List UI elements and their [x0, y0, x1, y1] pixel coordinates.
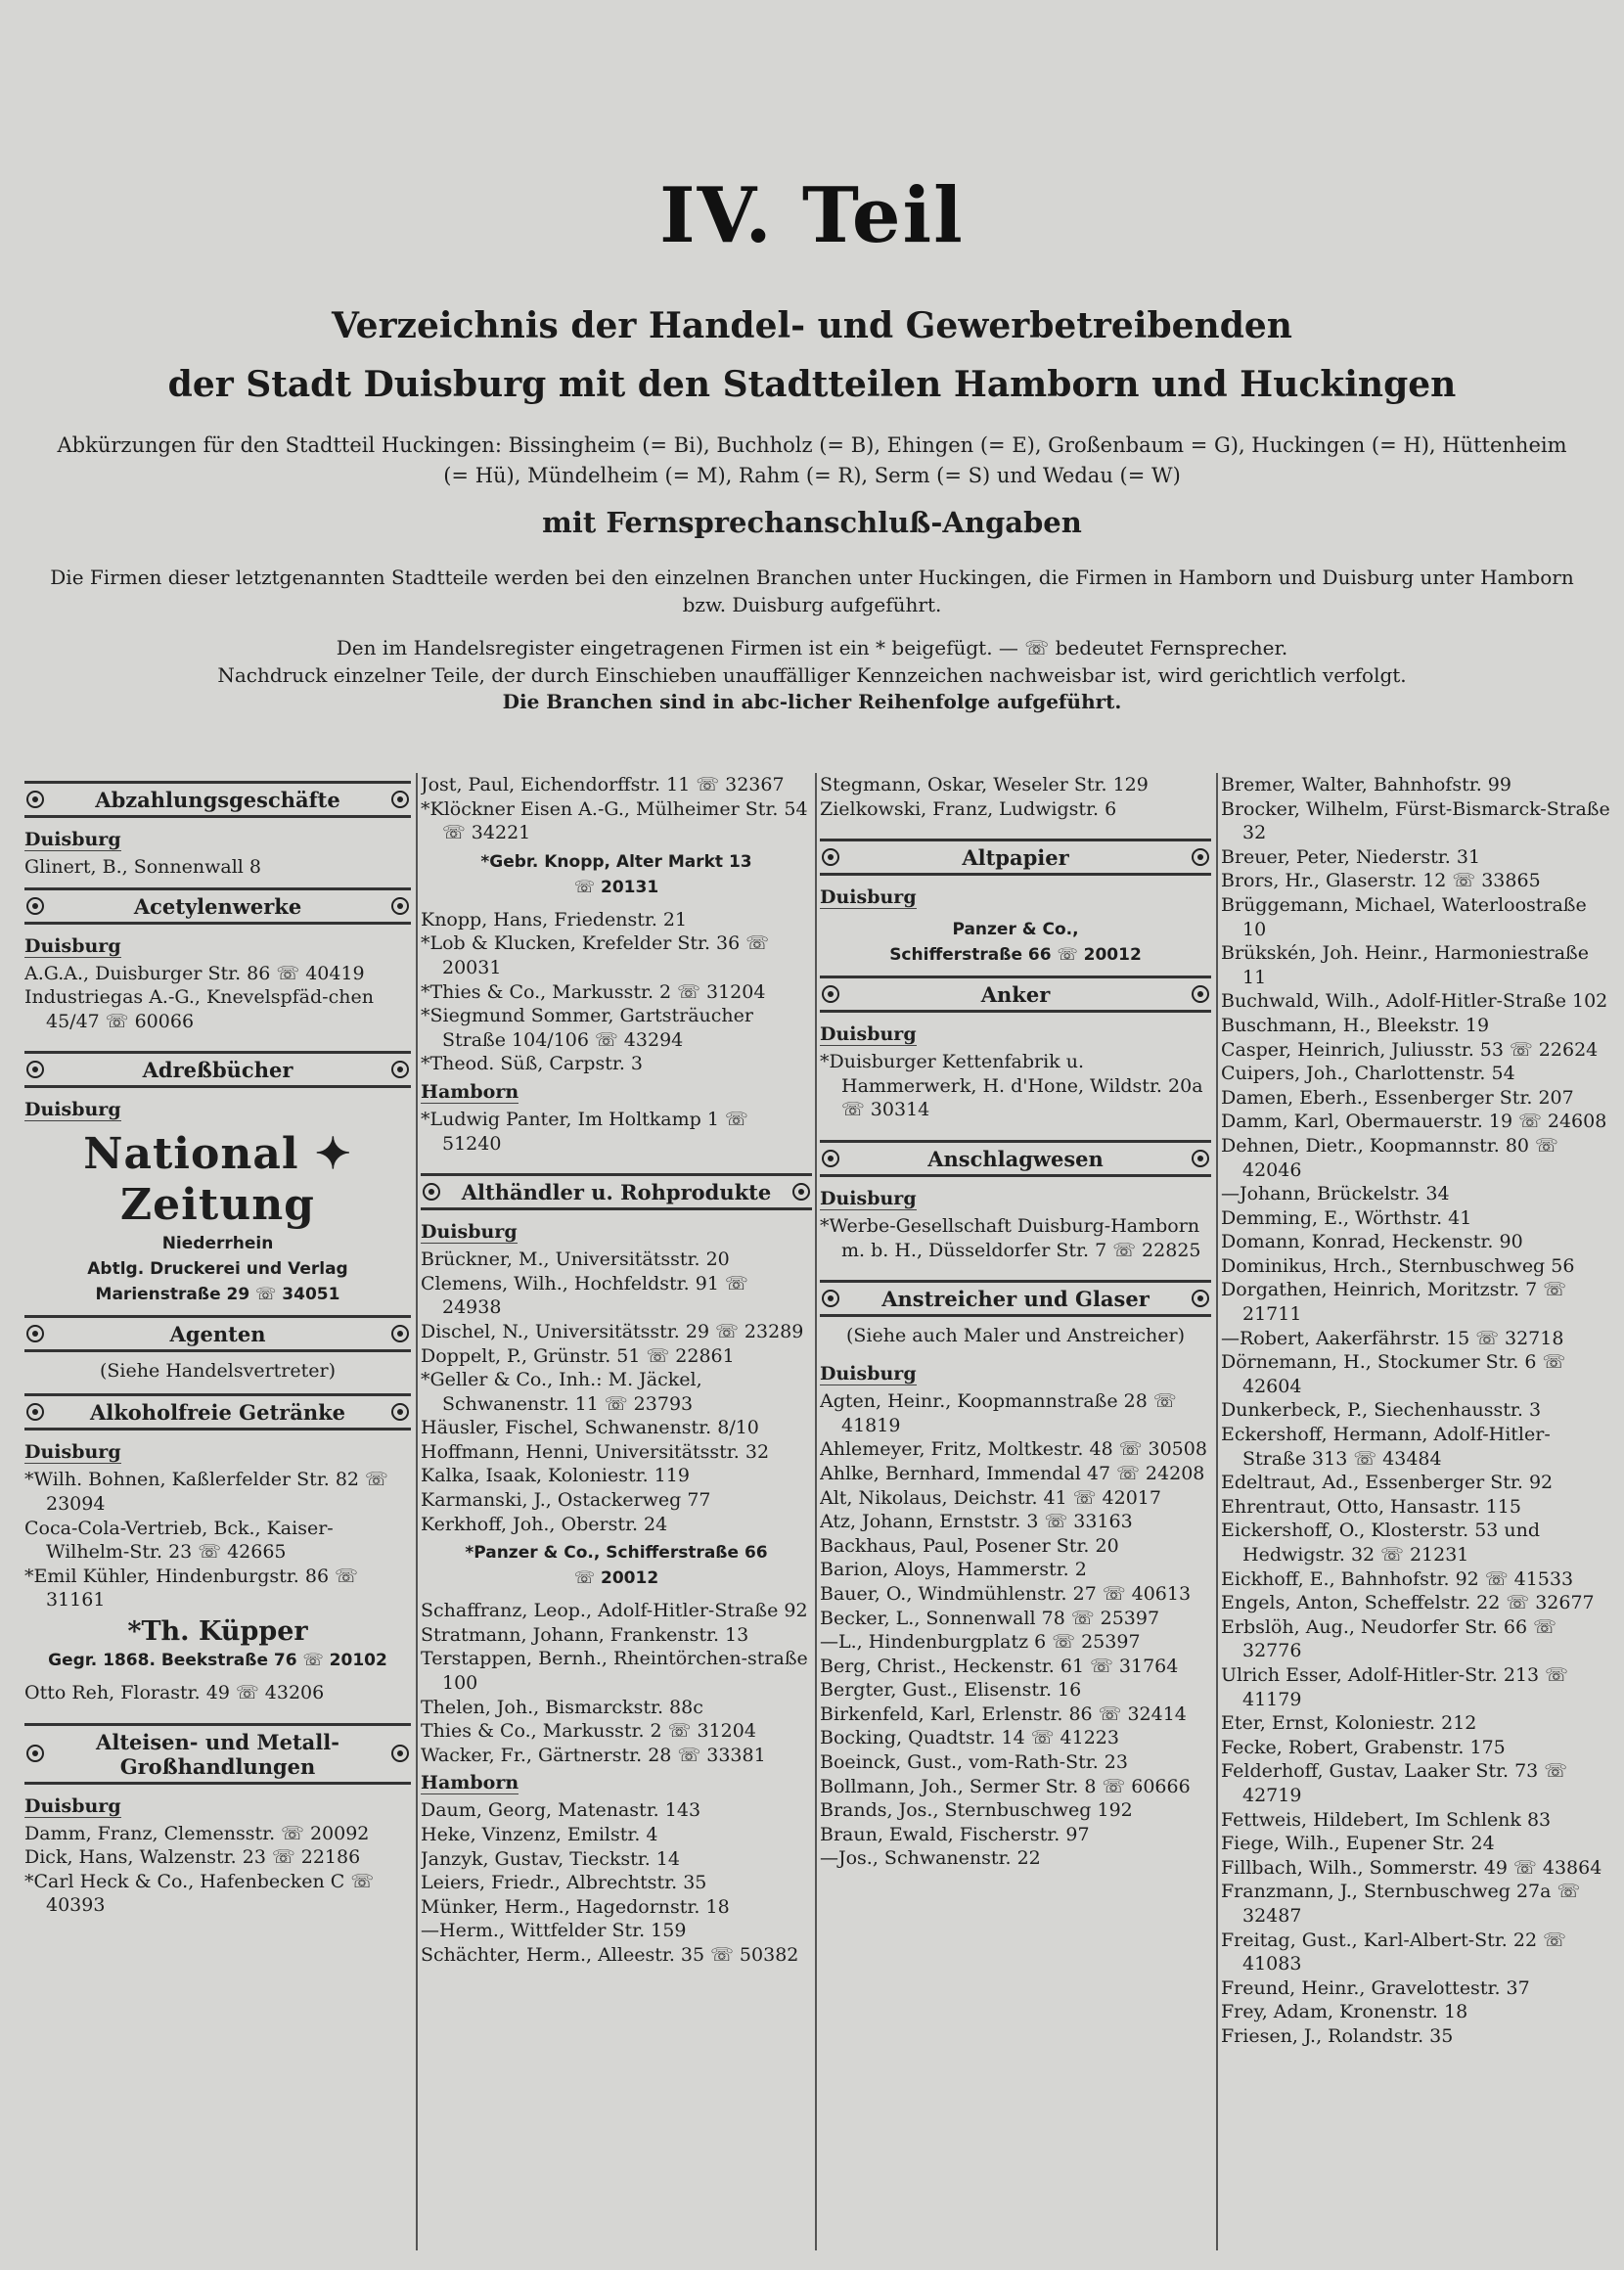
directory-entry: Stratmann, Johann, Frankenstr. 13	[421, 1623, 749, 1646]
directory-entry: —Robert, Aakerfährstr. 15 ☏ 32718	[1221, 1327, 1564, 1349]
directory-entry: —Johann, Brückelstr. 34	[1221, 1183, 1450, 1205]
directory-entry: Eickhoff, E., Bahnhofstr. 92 ☏ 41533	[1221, 1567, 1574, 1590]
directory-entry: Bocking, Quadtstr. 14 ☏ 41223	[820, 1727, 1119, 1749]
directory-entry: *Lob & Klucken, Krefelder Str. 36 ☏ 20031	[421, 932, 770, 978]
ornament-icon	[822, 1290, 839, 1307]
directory-entry: Bergter, Gust., Elisenstr. 16	[820, 1679, 1082, 1702]
directory-entry: Stegmann, Oskar, Weseler Str. 129	[820, 774, 1149, 795]
column-divider	[1216, 773, 1218, 2250]
category-title: Agenten	[169, 1322, 266, 1347]
directory-entry: Ahlemeyer, Fritz, Moltkestr. 48 ☏ 30508	[820, 1438, 1207, 1461]
directory-entry: Dischel, N., Universitätsstr. 29 ☏ 23289	[421, 1320, 804, 1342]
directory-entry: Eickershoff, O., Klosterstr. 53 und Hedwigstr. 32 ☏ 21231	[1221, 1520, 1541, 1566]
directory-entry: Bollmann, Joh., Sermer Str. 8 ☏ 60666	[820, 1775, 1191, 1797]
ad-headline: National ✦ Zeitung	[83, 1129, 352, 1231]
directory-entry: Otto Reh, Florastr. 49 ☏ 43206	[24, 1681, 325, 1703]
column-divider	[416, 773, 418, 2250]
directory-entry: Domann, Konrad, Heckenstr. 90	[1221, 1231, 1523, 1253]
city-heading: Duisburg	[24, 829, 121, 850]
directory-entry: Thelen, Joh., Bismarckstr. 88c	[421, 1696, 703, 1718]
directory-entry: Kalka, Isaak, Koloniestr. 119	[421, 1465, 690, 1487]
directory-entry: Atz, Johann, Ernststr. 3 ☏ 33163	[820, 1511, 1133, 1533]
directory-entry: *Geller & Co., Inh.: M. Jäckel, Schwanenstr. 11 ☏ 23793	[421, 1369, 702, 1415]
directory-entry: Brüggemann, Michael, Waterloostraße 10	[1221, 893, 1587, 940]
directory-entry: Franzmann, J., Sternbuschweg 27a ☏ 32487	[1221, 1881, 1581, 1927]
city-heading: Duisburg	[820, 886, 917, 909]
ornament-icon	[26, 1061, 44, 1078]
directory-entry: Ahlke, Bernhard, Immendal 47 ☏ 24208	[820, 1462, 1205, 1484]
directory-entry: Kerkhoff, Joh., Oberstr. 24	[421, 1513, 668, 1535]
directory-entry: Glinert, B., Sonnenwall 8	[24, 856, 261, 878]
column-4	[1221, 773, 1612, 2265]
directory-entry: Zielkowski, Franz, Ludwigstr. 6	[820, 797, 1117, 820]
directory-entry: Erbslöh, Aug., Neudorfer Str. 66 ☏ 32776	[1221, 1615, 1556, 1662]
directory-entry: Hoffmann, Henni, Universitätsstr. 32	[421, 1440, 770, 1463]
directory-entry: *Theod. Süß, Carpstr. 3	[421, 1053, 644, 1075]
category-title: Anschlagwesen	[927, 1146, 1104, 1171]
ornament-icon	[26, 1325, 44, 1342]
directory-entry: Bremer, Walter, Bahnhofstr. 99	[1221, 774, 1511, 795]
directory-entry: Ehrentraut, Otto, Hansastr. 115	[1221, 1495, 1521, 1518]
directory-entry: *Klöckner Eisen A.-G., Mülheimer Str. 54 ☏ 34221	[421, 797, 808, 844]
directory-entry: Heke, Vinzenz, Emilstr. 4	[421, 1824, 658, 1845]
category-title: Adreßbücher	[142, 1058, 293, 1083]
intro-note: Die Firmen dieser letztgenannten Stadtteile werden bei den einzelnen Branchen unter Huckingen, die Firmen in Hamborn und Duisburg unter Hamborn bzw. Duisburg aufgeführt.	[50, 566, 1574, 616]
directory-title-line2: der Stadt Duisburg mit den Stadtteilen Hamborn und Huckingen	[167, 364, 1457, 405]
directory-entry: Birkenfeld, Karl, Erlenstr. 86 ☏ 32414	[820, 1702, 1187, 1725]
city-heading: Duisburg	[24, 1099, 121, 1121]
directory-entry: Backhaus, Paul, Posener Str. 20	[820, 1534, 1119, 1557]
ornament-icon	[26, 1403, 44, 1421]
directory-entry: Karmanski, J., Ostackerweg 77	[421, 1489, 711, 1512]
directory-entry: Brükskén, Joh. Heinr., Harmoniestraße 11	[1221, 942, 1589, 988]
directory-entry: Brands, Jos., Sternbuschweg 192	[820, 1799, 1133, 1822]
phone-subtitle: mit Fernsprechanschluß-Angaben	[542, 506, 1082, 539]
directory-entry: Becker, L., Sonnenwall 78 ☏ 25397	[820, 1607, 1160, 1629]
directory-entry: Clemens, Wilh., Hochfeldstr. 91 ☏ 24938	[421, 1272, 748, 1319]
category-heading	[820, 1140, 1211, 1177]
ornament-icon	[391, 1403, 409, 1421]
directory-entry: Jost, Paul, Eichendorffstr. 11 ☏ 32367	[421, 774, 785, 795]
see-reference: (Siehe auch Maler und Anstreicher)	[845, 1325, 1186, 1347]
category-title: Anker	[980, 982, 1051, 1008]
directory-entry: Fillbach, Wilh., Sommerstr. 49 ☏ 43864	[1221, 1856, 1602, 1879]
directory-entry: Felderhoff, Gustav, Laaker Str. 73 ☏ 42719	[1221, 1760, 1568, 1806]
directory-entry: Freund, Heinr., Gravelottestr. 37	[1221, 1976, 1530, 1999]
ornament-icon	[822, 1150, 839, 1167]
advertisement-knopp	[421, 849, 812, 900]
directory-entry: Dunkerbeck, P., Siechenhausstr. 3	[1221, 1399, 1542, 1422]
ornament-icon	[1192, 1290, 1209, 1307]
city-heading: Duisburg	[24, 934, 121, 957]
directory-entry: Schaffranz, Leop., Adolf-Hitler-Straße 92	[421, 1600, 808, 1622]
ad-line: Abtlg. Druckerei und Verlag	[87, 1259, 348, 1280]
column-2	[421, 773, 812, 2265]
category-title: Acetylenwerke	[133, 893, 302, 919]
directory-entry: Buchwald, Wilh., Adolf-Hitler-Straße 102	[1221, 990, 1608, 1013]
category-title	[96, 1730, 339, 1779]
ornament-icon	[391, 897, 409, 915]
directory-entry: *Ludwig Panter, Im Holtkamp 1 ☏ 51240	[421, 1108, 748, 1155]
directory-entry: Buschmann, H., Bleekstr. 19	[1221, 1014, 1490, 1036]
category-heading	[24, 1051, 411, 1088]
category-heading	[421, 1173, 812, 1210]
directory-entry: Frey, Adam, Kronenstr. 18	[1221, 2001, 1468, 2023]
directory-entry: *Carl Heck & Co., Hafenbecken C ☏ 40393	[24, 1870, 375, 1917]
directory-entry: Schächter, Herm., Alleestr. 35 ☏ 50382	[421, 1943, 799, 1966]
ornament-icon	[391, 791, 409, 808]
directory-entry: Coca-Cola-Vertrieb, Bck., Kaiser-Wilhelm-Str. 23 ☏ 42665	[24, 1517, 334, 1564]
category-heading	[24, 1315, 411, 1352]
see-reference: (Siehe Handelsvertreter)	[99, 1360, 337, 1383]
directory-entry: Dörnemann, H., Stockumer Str. 6 ☏ 42604	[1221, 1351, 1566, 1397]
ad-line: ☏ 20012	[573, 1568, 659, 1589]
directory-entry: Bauer, O., Windmühlenstr. 27 ☏ 40613	[820, 1582, 1192, 1605]
reprint-note: Nachdruck einzelner Teile, der durch Einschieben unauffälliger Kennzeichen nachweisbar ist, wird gerichtlich verfolgt.	[217, 663, 1407, 687]
category-title: Abzahlungsgeschäfte	[95, 788, 340, 812]
directory-entry: Dehnen, Dietr., Koopmannstr. 80 ☏ 42046	[1221, 1134, 1558, 1181]
directory-entry: Eckershoff, Hermann, Adolf-Hitler-Straße 313 ☏ 43484	[1221, 1424, 1551, 1470]
ornament-icon	[423, 1183, 440, 1201]
directory-entry: Damm, Franz, Clemensstr. ☏ 20092	[24, 1822, 370, 1844]
directory-entry: *Thies & Co., Markusstr. 2 ☏ 31204	[421, 980, 766, 1003]
ad-line: *Panzer & Co., Schifferstraße 66	[465, 1543, 768, 1564]
category-heading	[24, 1723, 411, 1785]
directory-entry: Dominikus, Hrch., Sternbuschweg 56	[1221, 1254, 1575, 1277]
ornament-icon	[26, 897, 44, 915]
category-heading	[820, 976, 1211, 1013]
category-heading	[24, 1393, 411, 1430]
ad-line: Niederrhein	[161, 1234, 274, 1254]
directory-entry: —L., Hindenburgplatz 6 ☏ 25397	[820, 1631, 1141, 1654]
category-title: Alkoholfreie Getränke	[89, 1400, 346, 1426]
directory-entry: Industriegas A.-G., Knevelspfäd-chen 45/47 ☏ 60066	[24, 986, 374, 1032]
city-heading: Duisburg	[24, 1441, 121, 1464]
category-title-line: Alteisen- und Metall-	[96, 1729, 339, 1754]
directory-entry: Fettweis, Hildebert, Im Schlenk 83	[1221, 1808, 1552, 1831]
category-heading	[820, 839, 1211, 876]
category-heading	[24, 887, 411, 925]
directory-entry: Agten, Heinr., Koopmannstraße 28 ☏ 41819	[820, 1390, 1177, 1436]
directory-entry: *Werbe-Gesellschaft Duisburg-Hamborn m. b. H., Düsseldorfer Str. 7 ☏ 22825	[820, 1214, 1201, 1261]
directory-entry: Braun, Ewald, Fischerstr. 97	[820, 1823, 1090, 1845]
directory-entry: Boeinck, Gust., vom-Rath-Str. 23	[820, 1751, 1128, 1774]
directory-entry: —Jos., Schwanenstr. 22	[820, 1847, 1041, 1870]
directory-entry: Fiege, Wilh., Eupener Str. 24	[1221, 1833, 1495, 1855]
ad-line: ☏ 20131	[573, 877, 659, 897]
ornament-icon	[792, 1183, 810, 1201]
category-title-line: Großhandlungen	[119, 1753, 316, 1779]
ad-line: Marienstraße 29 ☏ 34051	[95, 1285, 340, 1305]
directory-entry: Brors, Hr., Glaserstr. 12 ☏ 33865	[1221, 870, 1541, 892]
directory-entry: Häusler, Fischel, Schwanenstr. 8/10	[421, 1417, 759, 1439]
directory-entry: Wacker, Fr., Gärtnerstr. 28 ☏ 33381	[421, 1744, 766, 1766]
order-note: Die Branchen sind in abc-licher Reihenfolge aufgeführt.	[502, 690, 1122, 713]
ornament-icon	[822, 848, 839, 866]
ad-line: Schifferstraße 66 ☏ 20012	[889, 945, 1142, 966]
directory-entry: Breuer, Peter, Niederstr. 31	[1221, 845, 1481, 868]
ornament-icon	[1192, 848, 1209, 866]
city-heading: Duisburg	[421, 1221, 518, 1244]
ad-headline: *Th. Küpper	[127, 1615, 308, 1647]
ornament-icon	[1192, 985, 1209, 1003]
directory-entry: Engels, Anton, Scheffelstr. 22 ☏ 32677	[1221, 1592, 1595, 1614]
ad-line: Panzer & Co.,	[952, 920, 1079, 940]
directory-entry: Dick, Hans, Walzenstr. 23 ☏ 22186	[24, 1846, 361, 1869]
directory-entry: Terstappen, Bernh., Rheintörchen-straße 100	[421, 1648, 808, 1695]
advertisement-national-zeitung	[24, 1129, 411, 1307]
advertisement-panzer	[820, 917, 1211, 968]
column-divider	[815, 773, 817, 2250]
advertisement-panzer	[421, 1540, 812, 1591]
category-title: Altpapier	[962, 845, 1069, 871]
ornament-icon	[391, 1745, 409, 1762]
directory-entry: Barion, Aloys, Hammerstr. 2	[820, 1559, 1087, 1581]
ad-line: Gegr. 1868. Beekstraße 76 ☏ 20102	[48, 1650, 387, 1670]
directory-entry: Brückner, M., Universitätsstr. 20	[421, 1248, 730, 1271]
ornament-icon	[26, 1745, 44, 1762]
directory-entry: Münker, Herm., Hagedornstr. 18	[421, 1895, 730, 1918]
directory-entry: Alt, Nikolaus, Deichstr. 41 ☏ 42017	[820, 1486, 1161, 1509]
directory-entry: Friesen, J., Rolandstr. 35	[1221, 2024, 1454, 2047]
ornament-icon	[1192, 1150, 1209, 1167]
directory-entry: Leiers, Friedr., Albrechtstr. 35	[421, 1872, 707, 1894]
ornament-icon	[822, 985, 839, 1003]
directory-entry: Knopp, Hans, Friedenstr. 21	[421, 908, 688, 931]
directory-entry: Daum, Georg, Matenastr. 143	[421, 1799, 701, 1822]
directory-entry: Thies & Co., Markusstr. 2 ☏ 31204	[421, 1720, 756, 1743]
directory-entry: Fecke, Robert, Grabenstr. 175	[1221, 1736, 1506, 1758]
directory-entry: Damen, Eberh., Essenberger Str. 207	[1221, 1086, 1574, 1109]
directory-entry: Edeltraut, Ad., Essenberger Str. 92	[1221, 1472, 1554, 1494]
directory-entry: Doppelt, P., Grünstr. 51 ☏ 22861	[421, 1344, 735, 1367]
city-heading: Hamborn	[421, 1772, 519, 1794]
abbreviations-note: Abkürzungen für den Stadtteil Huckingen: Bissingheim (= Bi), Buchholz (= B), Ehingen (= E), Großenbaum = G), Huckingen (= H), Hüttenheim (= Hü), Mündelheim (= M), Rahm (= R), Serm (= S) und Wedau (= W)	[57, 433, 1567, 487]
column-1	[24, 773, 411, 2265]
directory-entry: Ulrich Esser, Adolf-Hitler-Str. 213 ☏ 41179	[1221, 1663, 1568, 1710]
city-heading: Duisburg	[820, 1187, 917, 1209]
directory-entry: Dorgathen, Heinrich, Moritzstr. 7 ☏ 21711	[1221, 1279, 1566, 1326]
advertisement-kuepper	[24, 1616, 411, 1673]
directory-entry: *Emil Kühler, Hindenburgstr. 86 ☏ 31161	[24, 1565, 358, 1612]
category-title: Anstreicher und Glaser	[881, 1287, 1150, 1312]
city-heading: Duisburg	[820, 1023, 917, 1046]
register-note: Den im Handelsregister eingetragenen Firmen ist ein * beigefügt. — ☏ bedeutet Fernsprecher.	[336, 636, 1288, 659]
category-title: Althändler u. Rohprodukte	[461, 1180, 772, 1205]
directory-entry: Demming, E., Wörthstr. 41	[1221, 1206, 1472, 1229]
directory-entry: Berg, Christ., Heckenstr. 61 ☏ 31764	[820, 1655, 1179, 1677]
directory-entry: Brocker, Wilhelm, Fürst-Bismarck-Straße 32	[1221, 797, 1610, 844]
directory-entry: Casper, Heinrich, Juliusstr. 53 ☏ 22624	[1221, 1038, 1599, 1061]
directory-entry: Damm, Karl, Obermauerstr. 19 ☏ 24608	[1221, 1111, 1607, 1133]
directory-entry: —Herm., Wittfelder Str. 159	[421, 1920, 687, 1942]
directory-entry: Freitag, Gust., Karl-Albert-Str. 22 ☏ 41083	[1221, 1929, 1566, 1975]
city-heading: Duisburg	[820, 1363, 917, 1385]
directory-entry: *Duisburger Kettenfabrik u. Hammerwerk, H. d'Hone, Wildstr. 20a ☏ 30314	[820, 1051, 1203, 1121]
category-heading	[820, 1280, 1211, 1317]
directory-entry: Cuipers, Joh., Charlottenstr. 54	[1221, 1063, 1515, 1085]
ornament-icon	[391, 1061, 409, 1078]
category-heading	[24, 781, 411, 818]
directory-entry: A.G.A., Duisburger Str. 86 ☏ 40419	[24, 962, 365, 984]
city-heading: Duisburg	[24, 1794, 121, 1817]
ornament-icon	[26, 791, 44, 808]
directory-entry: Eter, Ernst, Koloniestr. 212	[1221, 1712, 1477, 1735]
directory-title-line1: Verzeichnis der Handel- und Gewerbetreibenden	[332, 305, 1292, 346]
directory-entry: *Siegmund Sommer, Gartsträucher Straße 104/106 ☏ 43294	[421, 1005, 753, 1051]
ornament-icon	[391, 1325, 409, 1342]
city-heading: Hamborn	[421, 1080, 519, 1103]
column-3	[820, 773, 1211, 2265]
part-title: IV. Teil	[659, 171, 965, 260]
directory-entry: Janzyk, Gustav, Tieckstr. 14	[421, 1847, 680, 1870]
directory-entry: *Wilh. Bohnen, Kaßlerfelder Str. 82 ☏ 23094	[24, 1469, 388, 1515]
ad-line: *Gebr. Knopp, Alter Markt 13	[480, 851, 752, 872]
